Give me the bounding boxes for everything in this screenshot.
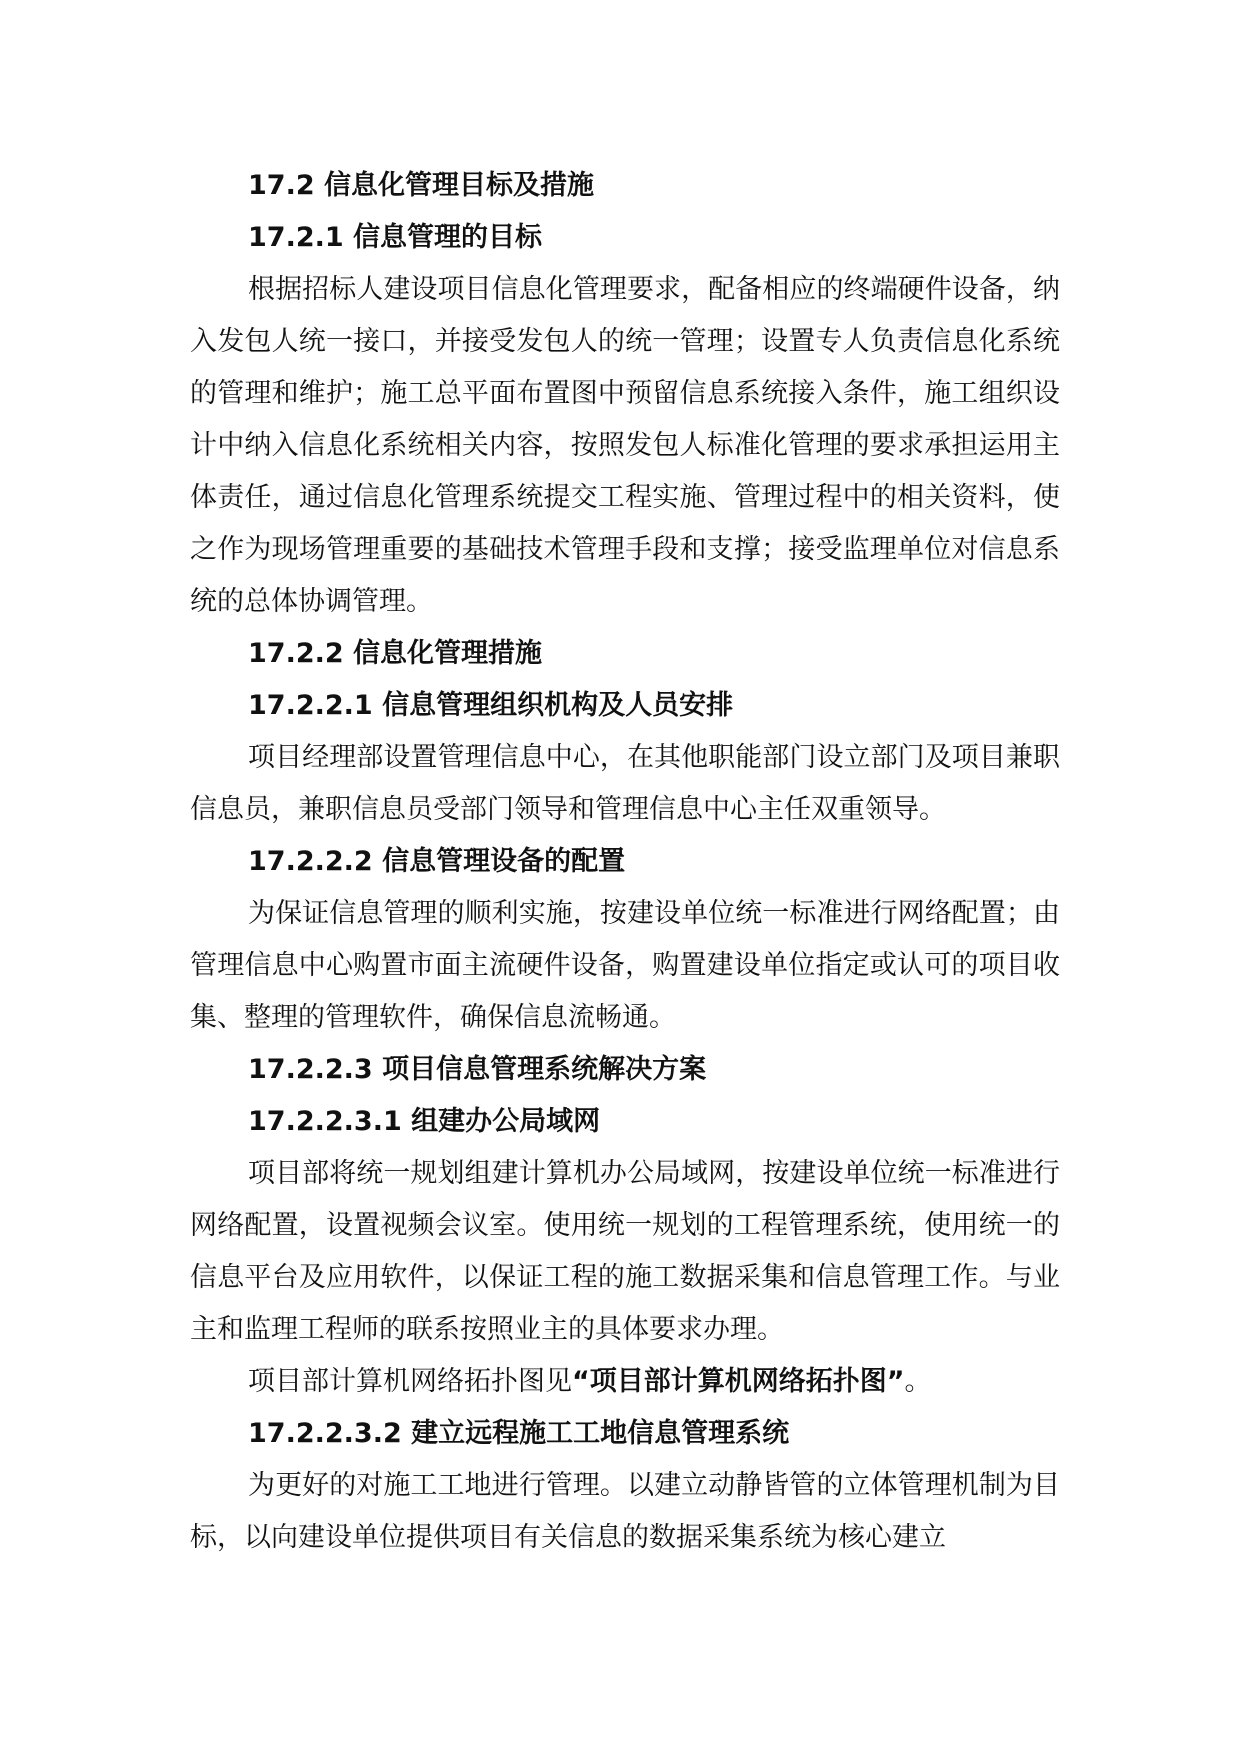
- paragraph-information-goal: 根据招标人建设项目信息化管理要求，配备相应的终端硬件设备，纳入发包人统一接口，并接受发包人的统一管理；设置专人负责信息化系统的管理和维护；施工总平面布置图中预留信息系统接入条件，施工组织设计中纳入信息化系统相关内容，按照发包人标准化管理的要求承担运用主体责任，通过信息化管理系统提交工程实施、管理过程中的相关资料，使之作为现场管理重要的基础技术管理手段和支撑；接受监理单位对信息系统的总体协调管理。: [190, 274, 1060, 617]
- paragraph-office-lan: 项目部将统一规划组建计算机办公局域网，按建设单位统一标准进行网络配置，设置视频会议室。使用统一规划的工程管理系统，使用统一的信息平台及应用软件，以保证工程的施工数据采集和信息管理工作。与业主和监理工程师的联系按照业主的具体要求办理。: [190, 1158, 1060, 1345]
- paragraph-topology-reference: [190, 1356, 1060, 1408]
- section-heading-17-2-2-3-1: 17.2.2.3.1 组建办公局域网: [248, 1106, 601, 1137]
- paragraph-equipment: 为保证信息管理的顺利实施，按建设单位统一标准进行网络配置；由管理信息中心购置市面主流硬件设备，购置建设单位指定或认可的项目收集、整理的管理软件，确保信息流畅通。: [190, 898, 1060, 1033]
- paragraph-remote-site-system: 为更好的对施工工地进行管理。以建立动静皆管的立体管理机制为目标，以向建设单位提供项目有关信息的数据采集系统为核心建立: [190, 1470, 1060, 1553]
- section-heading-17-2-2-1: 17.2.2.1 信息管理组织机构及人员安排: [248, 690, 734, 721]
- section-heading-17-2-2-3-2: 17.2.2.3.2 建立远程施工工地信息管理系统: [248, 1418, 790, 1449]
- paragraph-organization: 项目经理部设置管理信息中心，在其他职能部门设立部门及项目兼职信息员，兼职信息员受部门领导和管理信息中心主任双重领导。: [190, 742, 1060, 825]
- section-heading-17-2-2-3: 17.2.2.3 项目信息管理系统解决方案: [248, 1054, 707, 1085]
- section-heading-17-2: 17.2 信息化管理目标及措施: [248, 170, 595, 201]
- topology-prefix: 项目部计算机网络拓扑图见: [248, 1366, 572, 1397]
- topology-figure-reference: “项目部计算机网络拓扑图”: [572, 1366, 905, 1397]
- section-heading-17-2-2-2: 17.2.2.2 信息管理设备的配置: [248, 846, 626, 877]
- topology-suffix: 。: [904, 1366, 932, 1397]
- document-page: [190, 160, 1060, 1564]
- section-heading-17-2-1: 17.2.1 信息管理的目标: [248, 222, 543, 253]
- section-heading-17-2-2: 17.2.2 信息化管理措施: [248, 638, 543, 669]
